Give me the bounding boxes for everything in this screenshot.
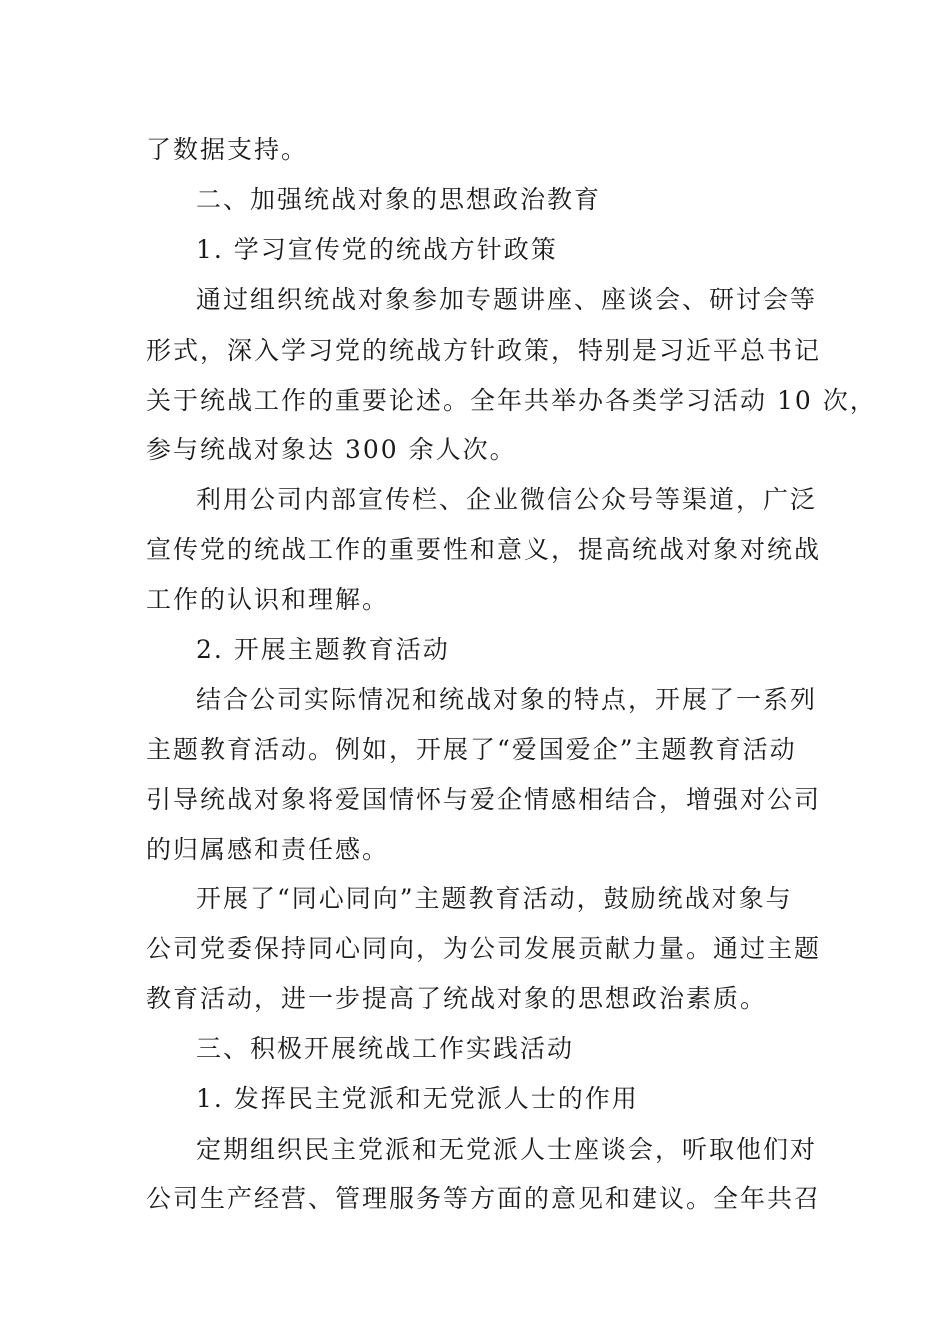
text-line: 引导统战对象将爱国情怀与爱企情感相结合，增强对公司 — [146, 785, 822, 814]
section-heading: 三、积极开展统战工作实践活动 — [196, 1034, 575, 1063]
text-line: 教育活动，进一步提高了统战对象的思想政治素质。 — [146, 984, 768, 1013]
text-line: 了数据支持。 — [146, 135, 309, 164]
text-line: 形式，深入学习党的统战方针政策，特别是习近平总书记 — [146, 336, 822, 365]
subsection-heading: 1. 发挥民主党派和无党派人士的作用 — [196, 1084, 639, 1113]
text-line: 公司生产经营、管理服务等方面的意见和建议。全年共召 — [146, 1184, 822, 1213]
text-line: 主题教育活动。例如，开展了“爱国爱企”主题教育活动 — [146, 735, 797, 764]
text-line: 工作的认识和理解。 — [146, 585, 390, 614]
text-line: 参与统战对象达 300 余人次。 — [146, 435, 517, 464]
text-line: 公司党委保持同心同向，为公司发展贡献力量。通过主题 — [146, 934, 822, 963]
text-line: 结合公司实际情况和统战对象的特点，开展了一系列 — [196, 685, 818, 714]
text-line: 宣传党的统战工作的重要性和意义，提高统战对象对统战 — [146, 535, 822, 564]
text-line: 的归属感和责任感。 — [146, 835, 390, 864]
subsection-heading: 2. 开展主题教育活动 — [196, 635, 450, 664]
text-line: 开展了“同心同向”主题教育活动，鼓励统战对象与 — [196, 884, 793, 913]
text-line: 关于统战工作的重要论述。全年共举办各类学习活动 10 次， — [146, 386, 877, 415]
text-line: 利用公司内部宣传栏、企业微信公众号等渠道，广泛 — [196, 485, 818, 514]
subsection-heading: 1. 学习宣传党的统战方针政策 — [196, 235, 558, 264]
section-heading: 二、加强统战对象的思想政治教育 — [196, 185, 602, 214]
text-line: 通过组织统战对象参加专题讲座、座谈会、研讨会等 — [196, 285, 818, 314]
text-line: 定期组织民主党派和无党派人士座谈会，听取他们对 — [196, 1135, 818, 1164]
